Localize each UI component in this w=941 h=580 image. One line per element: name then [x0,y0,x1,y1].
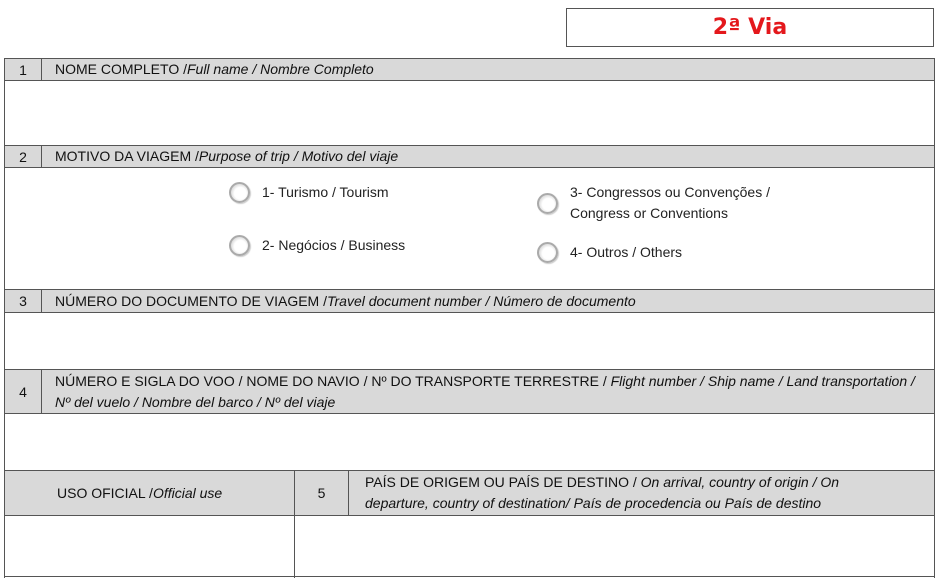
section-5-label: PAÍS DE ORIGEM OU PAÍS DE DESTINO / On arrival, country of origin / On departure, country of destination/ País de procedencia ou País de destino [365,474,840,511]
official-use-label: USO OFICIAL / Official use [57,485,223,501]
section-3-number: 3 [5,290,42,312]
congress-radio[interactable] [537,193,558,214]
copy-label: 2ª Via [566,8,934,47]
official-use-field [5,516,294,578]
flight-number-field[interactable] [5,414,934,470]
section-3-label: NÚMERO DO DOCUMENTO DE VIAGEM / Travel document number / Número de documento [55,292,636,309]
form-bottom-border [5,576,934,577]
section-2-label: MOTIVO DA VIAGEM / Purpose of trip / Motivo del viaje [55,148,399,164]
business-label: 2- Negócios / Business [262,237,406,253]
others-label: 4- Outros / Others [570,244,683,260]
congress-label: 3- Congressos ou Convenções / Congress or Conventions [570,184,770,221]
travel-document-field[interactable] [5,313,934,369]
section-1-header [5,58,934,81]
full-name-field[interactable] [5,81,934,145]
section-1-number: 1 [5,59,42,80]
others-radio[interactable] [537,242,558,263]
section-5-header [5,470,934,516]
trip-option-others[interactable] [537,242,682,263]
business-radio[interactable] [229,235,250,256]
trip-option-tourism[interactable] [229,182,389,203]
section-5-number: 5 [295,471,349,515]
section-2-number: 2 [5,146,42,167]
tourism-label: 1- Turismo / Tourism [262,184,389,200]
section-3-header [5,289,934,313]
section-1-label: NOME COMPLETO / Full name / Nombre Completo [55,61,374,77]
trip-purpose-options [5,168,934,289]
trip-option-business[interactable] [229,235,405,256]
entry-form [4,58,935,578]
section-2-header [5,145,934,168]
section-4-header [5,369,934,414]
section-4-number: 4 [5,370,42,413]
section-4-label: NÚMERO E SIGLA DO VOO / NOME DO NAVIO / Nº DO TRANSPORTE TERRESTRE / Flight number / Ship name / Land transportation / Nº del vuelo / Nombre del barco / Nº del viaje [55,372,915,410]
tourism-radio[interactable] [229,182,250,203]
trip-option-congress[interactable] [537,182,770,224]
country-field[interactable] [295,516,934,578]
